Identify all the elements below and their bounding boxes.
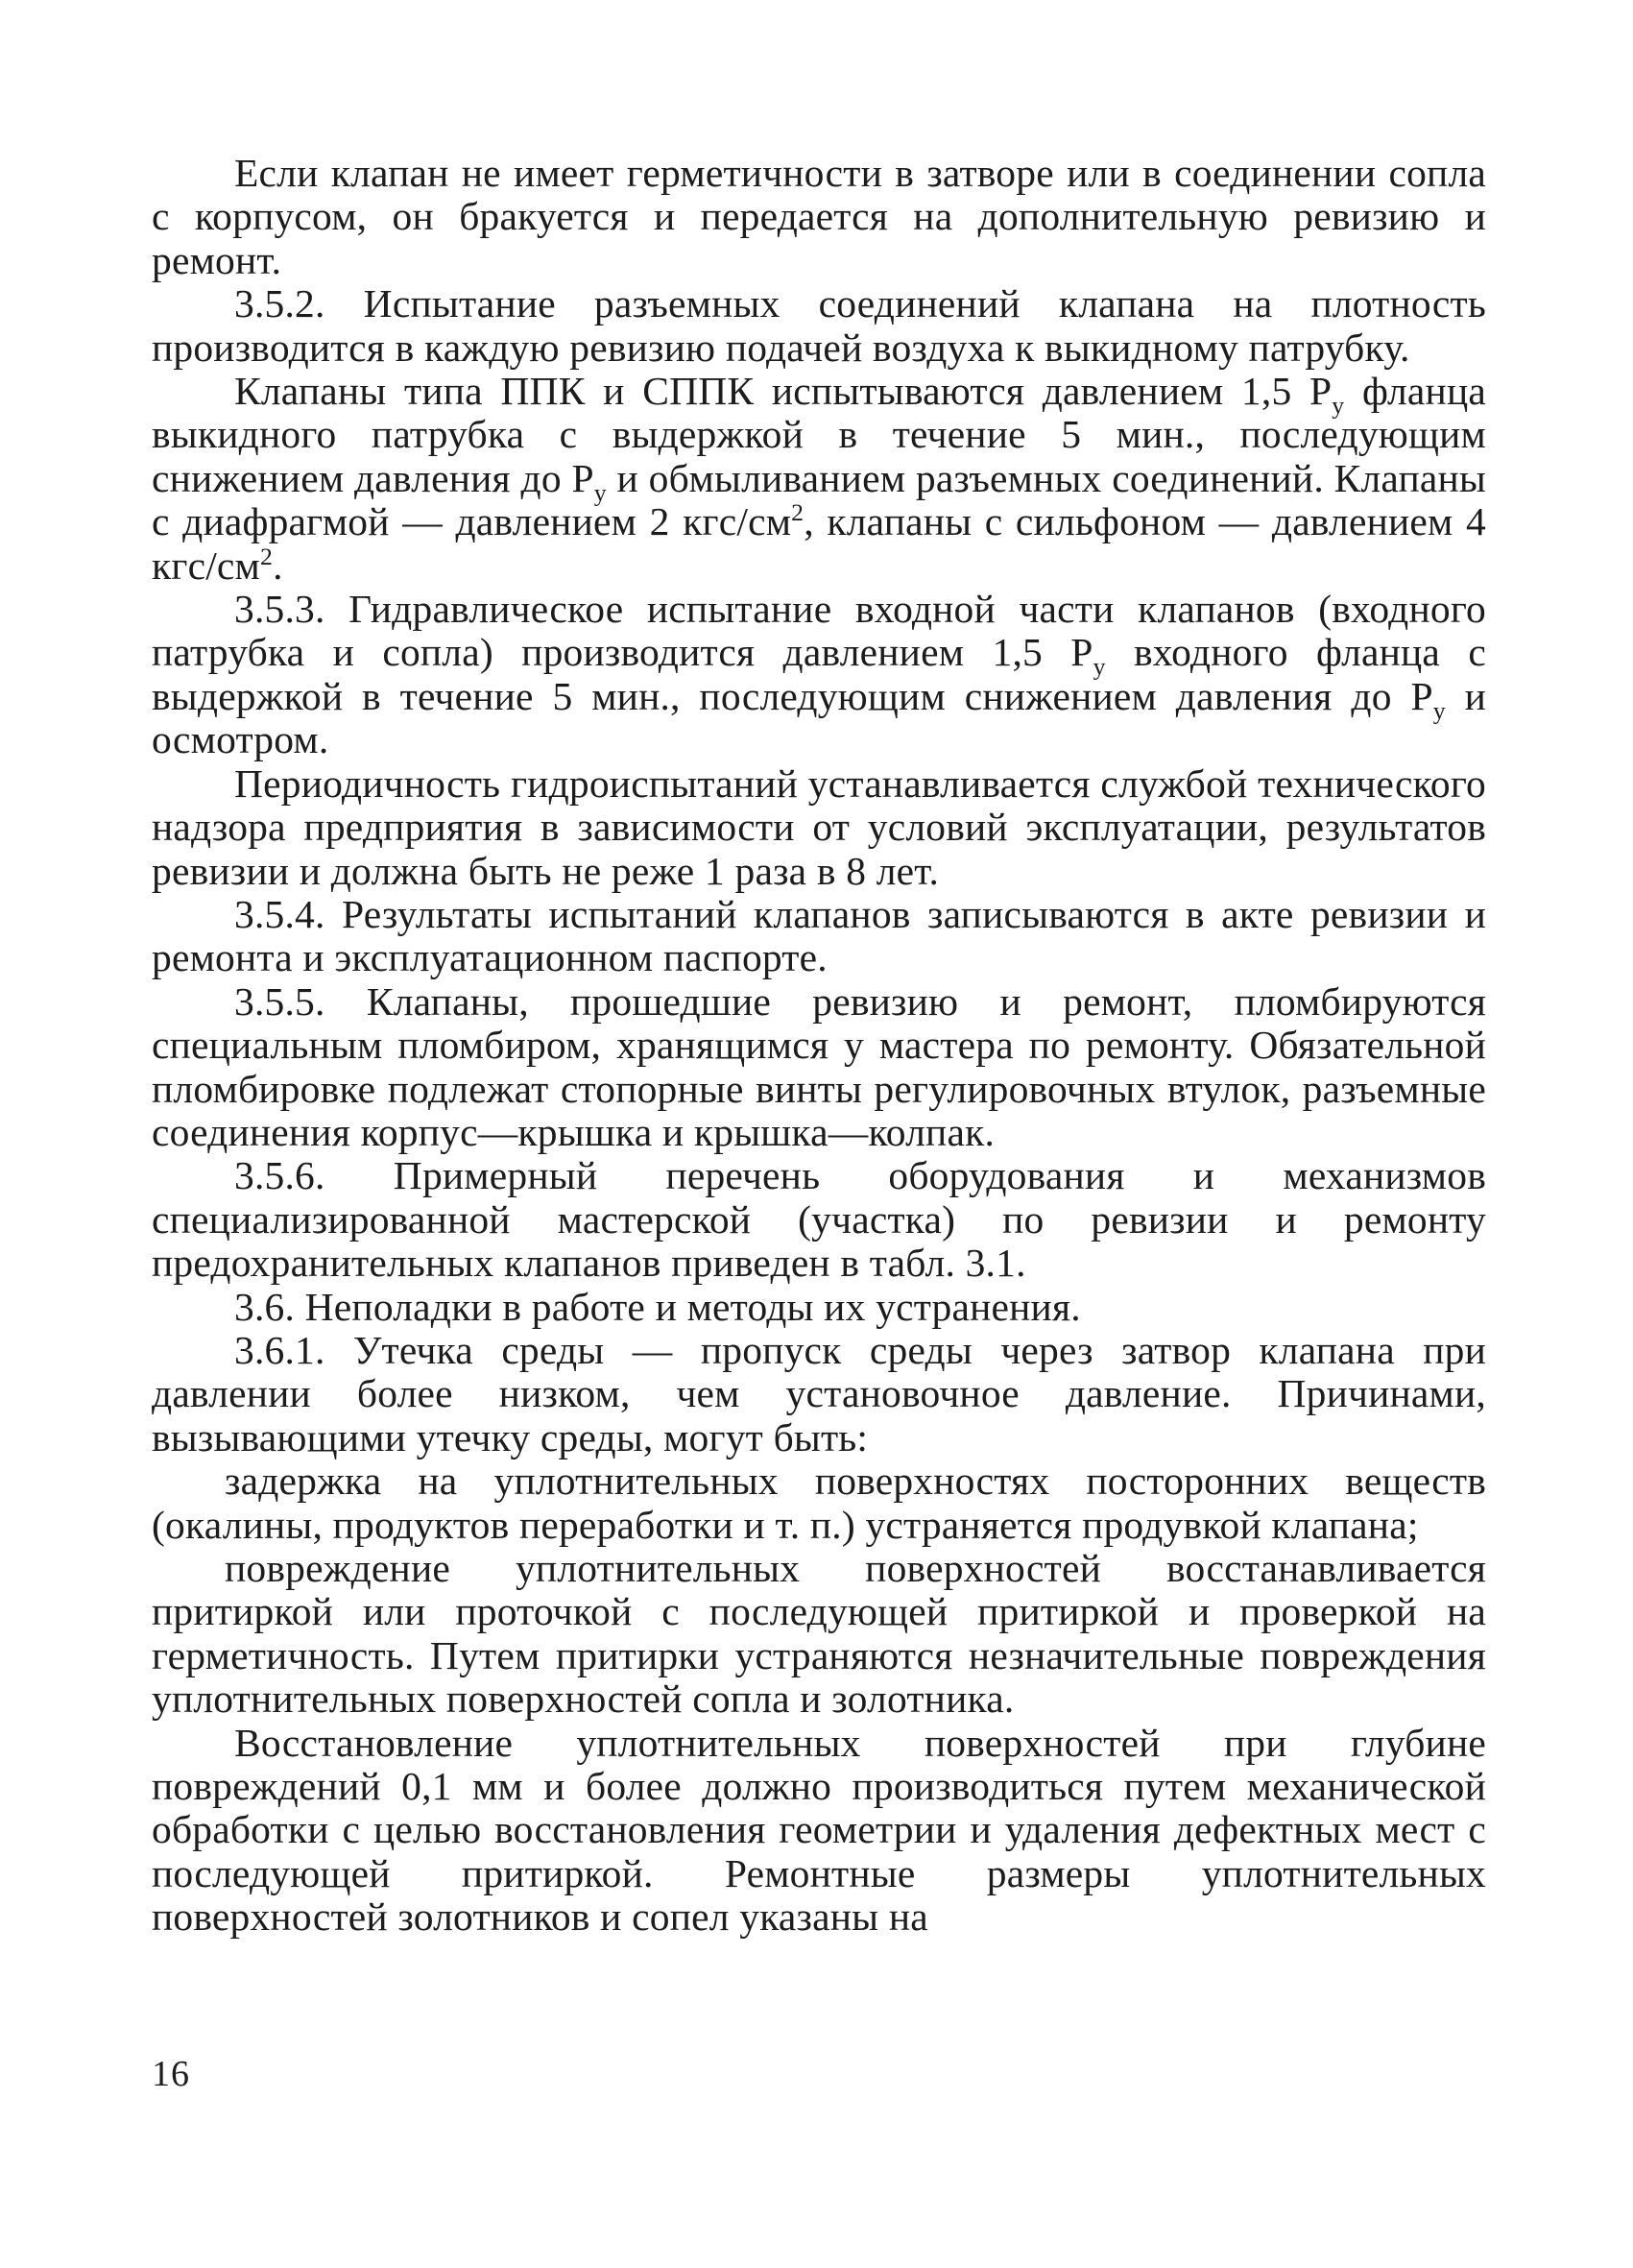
page-number: 16: [152, 2054, 190, 2094]
paragraph-restoration: [152, 1722, 1486, 1940]
paragraph-3-5-5: [152, 980, 1486, 1155]
ppk-subscript-2: у: [593, 478, 607, 507]
section-heading-3-6: [152, 1286, 1486, 1329]
ppk-text-d: , клапаны с сильфоном — давлением 4 кгс/см: [152, 499, 1486, 588]
p353-subscript-1: у: [1093, 652, 1106, 681]
p353-subscript-2: у: [1432, 696, 1446, 725]
p354-text: 3.5.4. Результаты испытаний клапанов записываются в акте ревизии и ремонта и эксплуатационном паспорте.: [152, 891, 1486, 980]
ppk-subscript-1: у: [1332, 391, 1345, 420]
paragraph-3-5-3: [152, 588, 1486, 762]
p353-text-b: входного фланца с выдержкой в течение 5 мин., последующим снижением давления до P: [152, 630, 1486, 718]
paragraph-3-5-2: [152, 282, 1486, 370]
ppk-text-b: фланца выкидного патрубка с выдержкой в течение 5 мин., последующим снижением давления до P: [152, 369, 1486, 500]
restoration-text: Восстановление уплотнительных поверхностей при глубине повреждений 0,1 мм и более должно производиться путем механической обработки с целью восстановления геометрии и удаления дефектных мест с последующей притиркой. Ремонтные размеры уплотнительных поверхностей золотников и сопел указаны на: [152, 1720, 1486, 1940]
p353-text-c: и осмотром.: [152, 673, 1486, 762]
list-item-damage: [152, 1547, 1486, 1722]
paragraph-1: [152, 152, 1486, 282]
p355-text: 3.5.5. Клапаны, прошедшие ревизию и ремонт, пломбируются специальным пломбиром, хранящимся у мастера по ремонту. Обязательной пломбировке подлежат стопорные винты регулировочных втулок, разъемные соединения корпус—крышка и крышка—колпак.: [152, 978, 1486, 1154]
paragraph-periodicity: [152, 762, 1486, 893]
ppk-superscript-2: 2: [260, 542, 274, 570]
ppk-text-c: и обмыливанием разъемных соединений. Клапаны с диафрагмой — давлением 2 кгс/см: [152, 455, 1487, 544]
list-item-deposits: [152, 1460, 1486, 1547]
periodicity-text: Периодичность гидроиспытаний устанавливается службой технического надзора предприятия в зависимости от условий эксплуатации, результатов ревизии и должна быть не реже 1 раза в 8 лет.: [152, 760, 1486, 893]
paragraph-3-6-1: [152, 1329, 1486, 1460]
ppk-text-e: .: [273, 543, 283, 588]
p356-text: 3.5.6. Примерный перечень оборудования и механизмов специализированной мастерской (участка) по ревизии и ремонту предохранительных клапанов приведен в табл. 3.1.: [152, 1153, 1486, 1286]
page-body: [152, 152, 1486, 1940]
section-3-6-text: 3.6. Неполадки в работе и методы их устранения.: [234, 1284, 1081, 1329]
ppk-text-a: Клапаны типа ППК и СППК испытываются давлением 1,5 P: [234, 369, 1333, 414]
paragraph-3-5-6: [152, 1154, 1486, 1285]
paragraph-ppk-test: [152, 370, 1486, 588]
deposits-text: задержка на уплотнительных поверхностях посторонних веществ (окалины, продуктов переработки и т. п.) устраняется продувкой клапана;: [152, 1459, 1486, 1547]
ppk-superscript-1: 2: [791, 498, 804, 527]
p353-text-a: 3.5.3. Гидравлическое испытание входной части клапанов (входного патрубка и сопла) производится давлением 1,5 P: [152, 587, 1486, 675]
p361-text: 3.6.1. Утечка среды — пропуск среды через затвор клапана при давлении более низком, чем установочное давление. Причинами, вызывающими утечку среды, могут быть:: [152, 1327, 1486, 1460]
paragraph-3-5-4: [152, 893, 1486, 980]
paragraph-1-text: Если клапан не имеет герметичности в затворе или в соединении сопла с корпусом, он бракуется и передается на дополнительную ревизию и ремонт.: [152, 151, 1486, 282]
damage-text: повреждение уплотнительных поверхностей восстанавливается притиркой или проточкой с последующей притиркой и проверкой на герметичность. Путем притирки устраняются незначительные повреждения уплотнительных поверхностей сопла и золотника.: [152, 1546, 1486, 1722]
paragraph-3-5-2-text: 3.5.2. Испытание разъемных соединений клапана на плотность производится в каждую ревизию подачей воздуха к выкидному патрубку.: [152, 281, 1486, 370]
